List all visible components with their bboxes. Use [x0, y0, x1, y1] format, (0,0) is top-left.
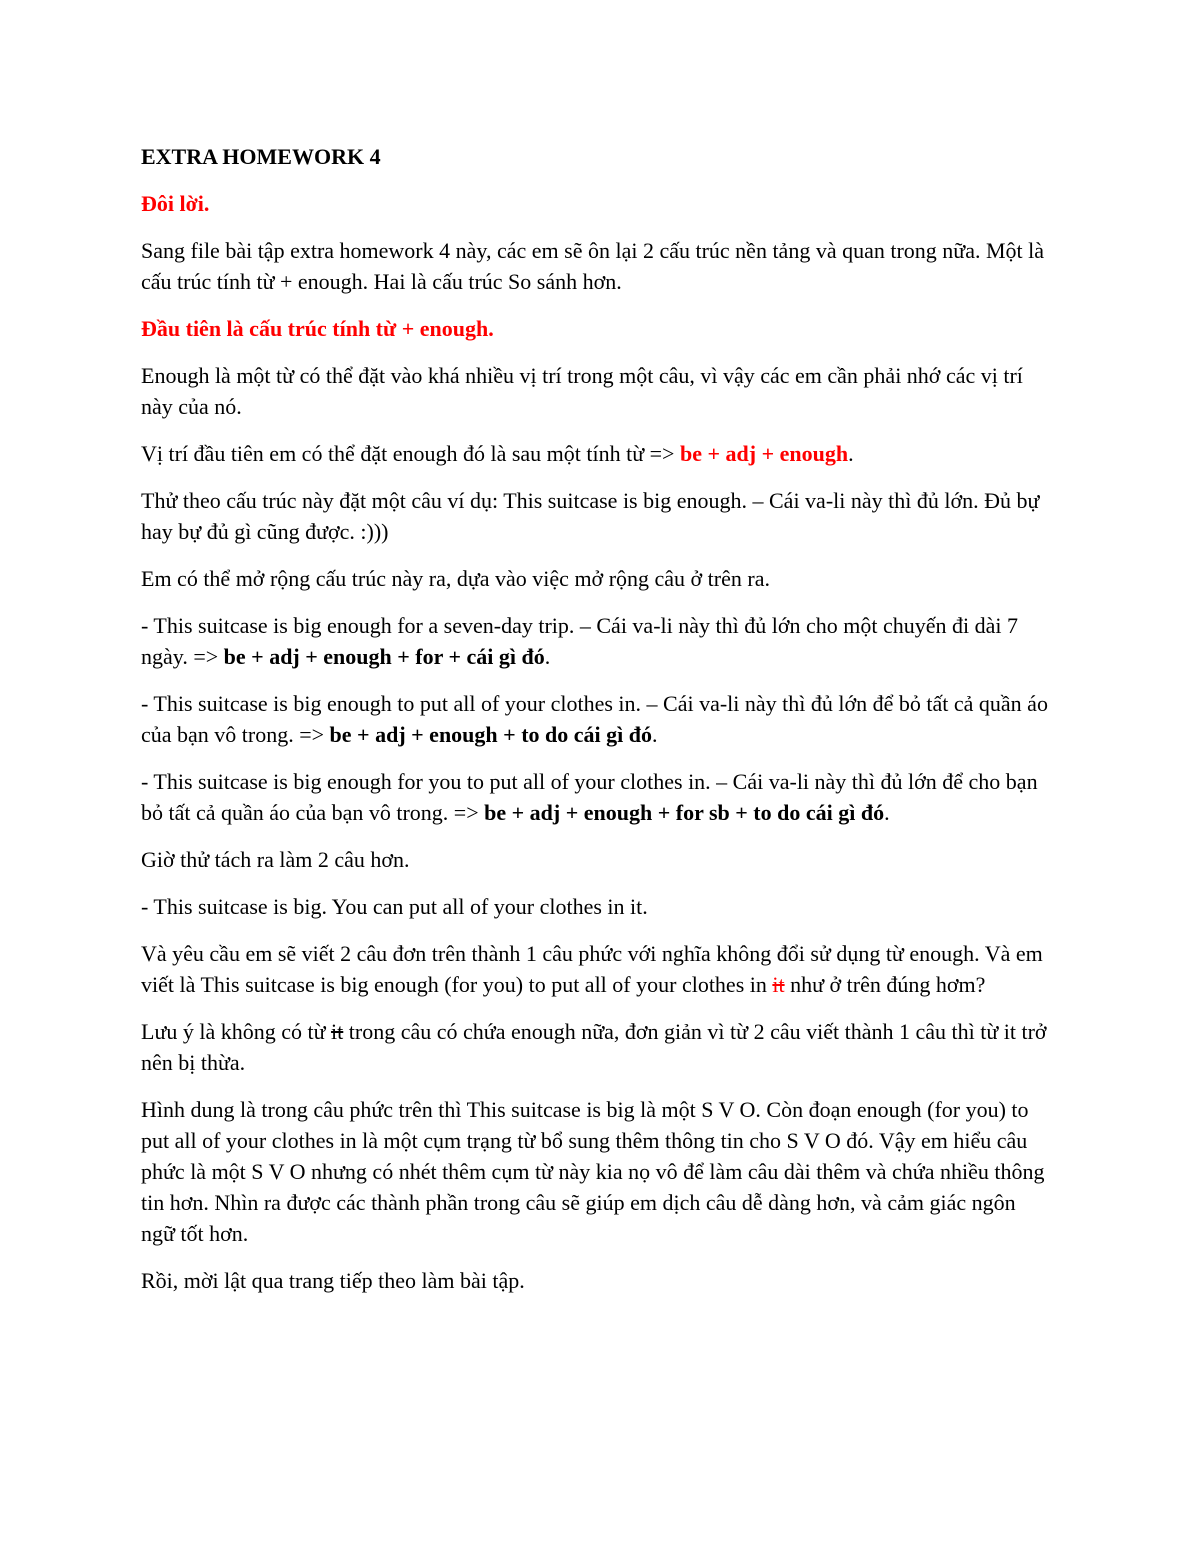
para-note-end: trong câu có chứa enough nữa, đơn giản vì từ 2 câu viết thành 1 câu thì từ it trở nên bị thừa. [141, 1019, 1047, 1075]
doc-title: EXTRA HOMEWORK 4 [141, 144, 381, 169]
example-2-formula: be + adj + enough + to do cái gì đó [329, 722, 652, 747]
example-3-formula: be + adj + enough + for sb + to do cái gì đó [484, 800, 885, 825]
para-first-position [141, 438, 1050, 469]
para-first-position-end: . [848, 441, 854, 466]
para-enough-position: Enough là một từ có thể đặt vào khá nhiều vị trí trong một câu, vì vậy các em cần phải nhớ các vị trí này của nó. [141, 363, 1023, 419]
example-split: - This suitcase is big. You can put all of your clothes in it. [141, 894, 648, 919]
struck-it: it [331, 1019, 344, 1044]
heading-first-structure: Đầu tiên là cấu trúc tính từ + enough. [141, 316, 494, 341]
para-request-end: như ở trên đúng hơm? [784, 972, 986, 997]
para-closing: Rồi, mời lật qua trang tiếp theo làm bài tập. [141, 1268, 525, 1293]
para-note-text: Lưu ý là không có từ [141, 1019, 332, 1044]
example-3-end: . [884, 800, 890, 825]
para-request-text: Và yêu cầu em sẽ viết 2 câu đơn trên thành 1 câu phức với nghĩa không đổi sử dụng từ enough. Và em viết là This suitcase is big enough (for you) to put all of your clothes in [141, 941, 1043, 997]
para-note [141, 1016, 1050, 1078]
example-2-text: - This suitcase is big enough to put all of your clothes in. – Cái va-li này thì đủ lớn để bỏ tất cả quần áo của bạn vô trong. => [141, 691, 1048, 747]
example-1 [141, 610, 1050, 672]
example-1-end: . [544, 644, 551, 669]
example-1-text: - This suitcase is big enough for a seven-day trip. – Cái va-li này thì đủ lớn cho một chuyến đi dài 7 ngày. => [141, 613, 1018, 669]
example-2-end: . [651, 722, 658, 747]
example-3 [141, 766, 1050, 828]
para-request [141, 938, 1050, 1000]
para-intro: Sang file bài tập extra homework 4 này, các em sẽ ôn lại 2 cấu trúc nền tảng và quan trong nữa. Một là cấu trúc tính từ + enough. Hai là cấu trúc So sánh hơn. [141, 238, 1045, 294]
para-split: Giờ thử tách ra làm 2 câu hơn. [141, 847, 410, 872]
example-3-text: - This suitcase is big enough for you to put all of your clothes in. – Cái va-li này thì đủ lớn để cho bạn bỏ tất cả quần áo của bạn vô trong. => [141, 769, 1038, 825]
para-expand: Em có thể mở rộng cấu trúc này ra, dựa vào việc mở rộng câu ở trên ra. [141, 566, 770, 591]
example-2 [141, 688, 1050, 750]
para-imagine: Hình dung là trong câu phức trên thì This suitcase is big là một S V O. Còn đoạn enough (for you) to put all of your clothes in là một cụm trạng từ bổ sung thêm thông tin cho S V O đó. Vậy em hiểu câu phức là một S V O nhưng có nhét thêm cụm từ này kia nọ vô để làm câu dài thêm và chứa nhiều thông tin hơn. Nhìn ra được các thành phần trong câu sẽ giúp em dịch câu dễ dàng hơn, và cảm giác ngôn ngữ tốt hơn. [141, 1097, 1045, 1246]
para-first-position-text: Vị trí đầu tiên em có thể đặt enough đó là sau một tính từ => [141, 441, 680, 466]
example-1-formula: be + adj + enough + for + cái gì đó [223, 644, 545, 669]
para-example: Thử theo cấu trúc này đặt một câu ví dụ: This suitcase is big enough. – Cái va-li này thì đủ lớn. Đủ bự hay bự đủ gì cũng được. :))) [141, 488, 1040, 544]
formula-be-adj-enough: be + adj + enough [679, 441, 849, 466]
heading-intro: Đôi lời. [141, 191, 210, 216]
struck-it-red: it [772, 972, 785, 997]
